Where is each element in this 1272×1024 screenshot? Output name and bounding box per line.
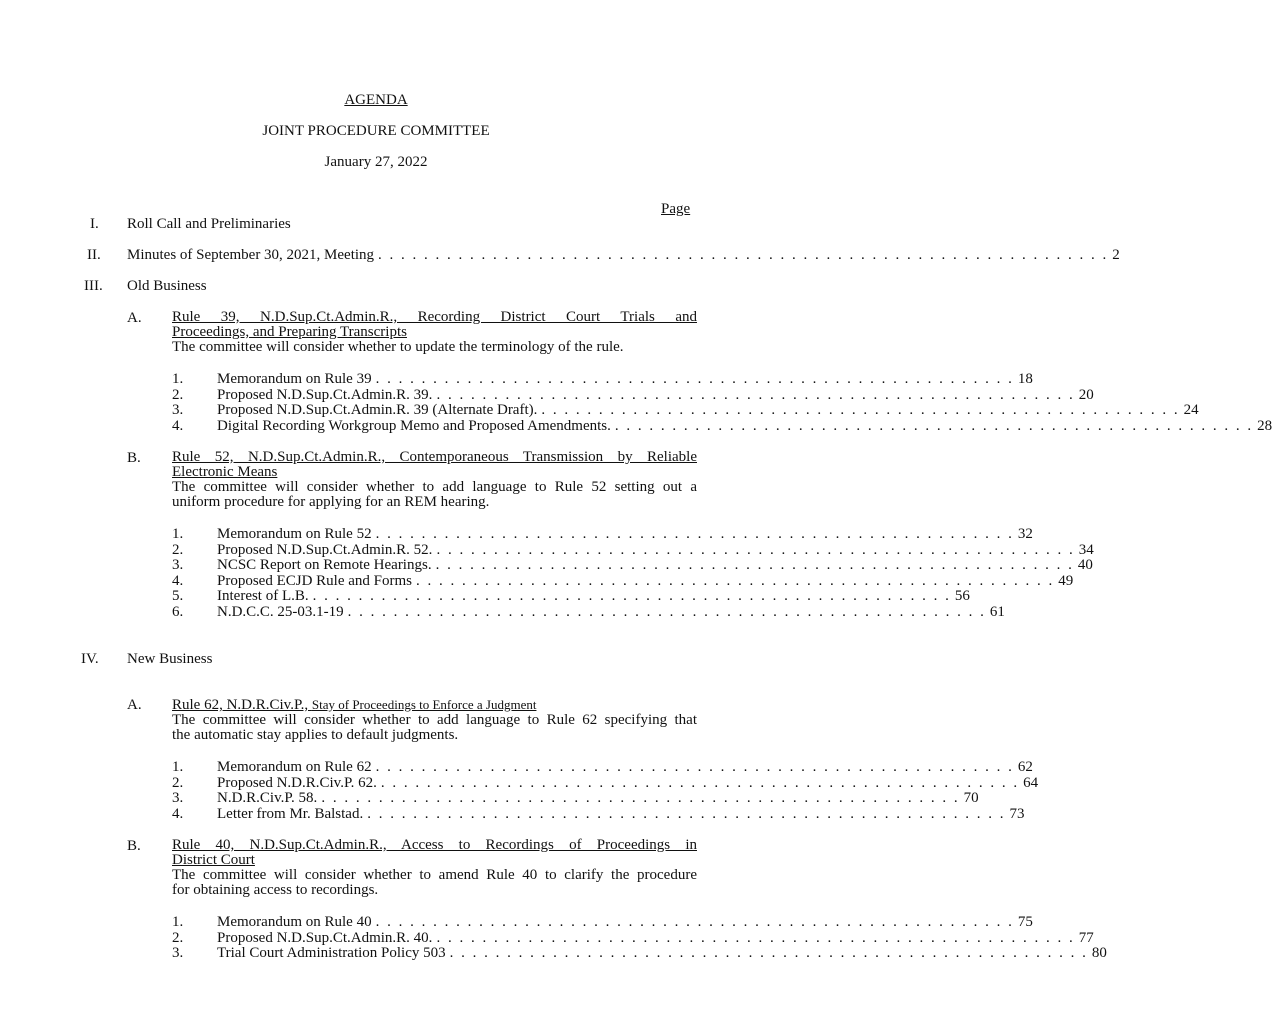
- list-item-label: NCSC Report on Remote Hearings.: [217, 557, 432, 573]
- list-item-number: 3.: [172, 557, 184, 573]
- section-iv-numeral: IV.: [81, 651, 99, 667]
- list-item-page: 40: [1077, 557, 1093, 573]
- item-iii-b-heading-line1: Rule 52, N.D.Sup.Ct.Admin.R., Contemporaneous Transmission by Reliable: [172, 449, 697, 465]
- committee-name: JOINT PROCEDURE COMMITTEE: [262, 123, 490, 139]
- list-item-label: Proposed N.D.Sup.Ct.Admin.R. 39 (Alternate Draft).: [217, 402, 538, 418]
- leader-dots: . . . . . . . . . . . . . . . . . . . . . . . . . . . . . . . . . . . . . . . . . . . . . . . . . . . . . . . .: [436, 541, 1075, 558]
- leader-dots: . . . . . . . . . . . . . . . . . . . . . . . . . . . . . . . . . . . . . . . . . . . . . . . . . . . . . . . .: [367, 805, 1006, 822]
- item-iv-a-heading-subject: Stay of Proceedings to Enforce a Judgment: [311, 697, 537, 712]
- list-item-number: 3.: [172, 790, 184, 806]
- list-item: [217, 914, 1033, 930]
- list-item-page: 62: [1017, 759, 1033, 775]
- list-item: [217, 588, 970, 604]
- list-item-number: 4.: [172, 805, 184, 822]
- leader-dots: . . . . . . . . . . . . . . . . . . . . . . . . . . . . . . . . . . . . . . . . . . . . . . . . . . . . . . . .: [321, 790, 960, 806]
- list-item: [217, 790, 979, 806]
- list-item-number: 6.: [172, 603, 184, 620]
- list-item: [217, 945, 1107, 961]
- list-item-label: Digital Recording Workgroup Memo and Proposed Amendments.: [217, 417, 611, 434]
- section-iv-title: New Business: [127, 651, 213, 667]
- list-item-label: Memorandum on Rule 40: [217, 914, 372, 930]
- item-iv-a-heading-rule: Rule 62, N.D.R.Civ.P.,: [172, 697, 312, 713]
- leader-dots: . . . . . . . . . . . . . . . . . . . . . . . . . . . . . . . . . . . . . . . . . . . . . . . . . . . . . . . .: [312, 588, 951, 604]
- list-item-label: Interest of L.B.: [217, 588, 309, 604]
- list-item: [217, 805, 1025, 822]
- meeting-date: January 27, 2022: [324, 154, 428, 170]
- list-item-page: 18: [1017, 371, 1033, 387]
- item-iii-a-heading-line1: Rule 39, N.D.Sup.Ct.Admin.R., Recording District Court Trials and: [172, 309, 697, 325]
- list-item: [217, 541, 1094, 558]
- list-item: [217, 759, 1033, 775]
- item-iv-a-description-line1: The committee will consider whether to add language to Rule 62 specifying that: [172, 712, 697, 728]
- list-item-page: 34: [1078, 541, 1094, 558]
- leader-dots: . . . . . . . . . . . . . . . . . . . . . . . . . . . . . . . . . . . . . . . . . . . . . . . . . . . . . . . .: [375, 914, 1014, 930]
- list-item-number: 2.: [172, 774, 184, 791]
- list-item-number: 2.: [172, 929, 184, 946]
- list-item-number: 3.: [172, 402, 184, 418]
- item-iii-a-heading-line2: Proceedings, and Preparing Transcripts: [172, 324, 407, 340]
- list-item-page: 61: [989, 603, 1005, 620]
- leader-dots: . . . . . . . . . . . . . . . . . . . . . . . . . . . . . . . . . . . . . . . . . . . . . . . . . . . . . . . .: [347, 603, 986, 620]
- item-iii-a-description: The committee will consider whether to update the terminology of the rule.: [172, 339, 624, 355]
- item-iv-a-heading: [172, 697, 536, 713]
- item-iv-a-letter: A.: [127, 697, 142, 713]
- list-item-page: 75: [1017, 914, 1033, 930]
- item-iv-b-description-line2: for obtaining access to recordings.: [172, 882, 379, 898]
- list-item: [217, 929, 1094, 946]
- list-item-label: Proposed N.D.Sup.Ct.Admin.R. 39.: [217, 386, 433, 403]
- list-item-label: Trial Court Administration Policy 503: [217, 945, 446, 961]
- section-ii-numeral: II.: [87, 247, 101, 263]
- list-item: [217, 371, 1033, 387]
- section-ii-page: 2: [1112, 247, 1120, 263]
- leader-dots: . . . . . . . . . . . . . . . . . . . . . . . . . . . . . . . . . . . . . . . . . . . . . . . . . . . . . . . .: [380, 774, 1020, 791]
- item-iii-a-letter: A.: [127, 310, 142, 326]
- leader-dots: . . . . . . . . . . . . . . . . . . . . . . . . . . . . . . . . . . . . . . . . . . . . . . . . . . . . . . . .: [436, 929, 1075, 946]
- list-item-page: 49: [1058, 572, 1074, 589]
- list-item-number: 1.: [172, 371, 184, 387]
- leader-dots: . . . . . . . . . . . . . . . . . . . . . . . . . . . . . . . . . . . . . . . . . . . . . . . . . . . . . . . .: [614, 417, 1254, 434]
- list-item-number: 1.: [172, 759, 184, 775]
- item-iv-a-description-line2: the automatic stay applies to default judgments.: [172, 727, 459, 743]
- list-item-page: 77: [1078, 929, 1094, 946]
- list-item-label: Memorandum on Rule 62: [217, 759, 372, 775]
- list-item-label: N.D.R.Civ.P. 58.: [217, 790, 318, 806]
- leader-dots: . . . . . . . . . . . . . . . . . . . . . . . . . . . . . . . . . . . . . . . . . . . . . . . . . . . . . . . .: [435, 557, 1074, 573]
- list-item-label: Letter from Mr. Balstad.: [217, 805, 364, 822]
- list-item-page: 20: [1078, 386, 1094, 403]
- item-iii-b-description-line2: uniform procedure for applying for an REM hearing.: [172, 494, 490, 510]
- agenda-title: AGENDA: [344, 92, 408, 108]
- item-iv-b-description-line1: The committee will consider whether to amend Rule 40 to clarify the procedure: [172, 867, 697, 883]
- list-item-page: 56: [954, 588, 970, 604]
- item-iii-b-description-line1: The committee will consider whether to add language to Rule 52 setting out a: [172, 479, 697, 495]
- list-item-page: 73: [1009, 805, 1025, 822]
- list-item: [217, 557, 1093, 573]
- section-i-numeral: I.: [90, 216, 99, 232]
- list-item-label: Proposed N.D.Sup.Ct.Admin.R. 40.: [217, 929, 433, 946]
- leader-dots: . . . . . . . . . . . . . . . . . . . . . . . . . . . . . . . . . . . . . . . . . . . . . . . . . . . . . . . .: [449, 945, 1088, 961]
- list-item-page: 80: [1091, 945, 1107, 961]
- leader-dots: . . . . . . . . . . . . . . . . . . . . . . . . . . . . . . . . . . . . . . . . . . . . . . . . . . . . . . . .: [375, 526, 1014, 542]
- list-item-page: 24: [1183, 402, 1199, 418]
- list-item-number: 4.: [172, 417, 184, 434]
- page-column-label: Page: [661, 201, 691, 217]
- item-iv-b-letter: B.: [127, 838, 141, 854]
- list-item-label: Memorandum on Rule 39: [217, 371, 372, 387]
- leader-dots: . . . . . . . . . . . . . . . . . . . . . . . . . . . . . . . . . . . . . . . . . . . . . . . . . . . . . . . .: [436, 386, 1075, 403]
- list-item-page: 70: [963, 790, 979, 806]
- list-item: [217, 402, 1199, 418]
- section-ii-title: Minutes of September 30, 2021, Meeting: [127, 247, 375, 263]
- list-item-label: Memorandum on Rule 52: [217, 526, 372, 542]
- list-item-number: 1.: [172, 914, 184, 930]
- section-iii-title: Old Business: [127, 278, 207, 294]
- list-item-number: 5.: [172, 588, 184, 604]
- section-iii-numeral: III.: [84, 278, 103, 294]
- list-item: [217, 526, 1033, 542]
- list-item-number: 2.: [172, 541, 184, 558]
- list-item: [217, 774, 1039, 791]
- section-i-title: Roll Call and Preliminaries: [127, 216, 291, 232]
- list-item-page: 32: [1017, 526, 1033, 542]
- item-iv-b-heading-line1: Rule 40, N.D.Sup.Ct.Admin.R., Access to Recordings of Proceedings in: [172, 837, 697, 853]
- list-item-number: 3.: [172, 945, 184, 961]
- list-item-label: Proposed N.D.R.Civ.P. 62.: [217, 774, 377, 791]
- leader-dots: . . . . . . . . . . . . . . . . . . . . . . . . . . . . . . . . . . . . . . . . . . . . . . . . . . . . . . . .: [375, 371, 1014, 387]
- list-item-number: 2.: [172, 386, 184, 403]
- list-item-number: 4.: [172, 572, 184, 589]
- list-item-page: 28: [1257, 417, 1272, 434]
- list-item-page: 64: [1023, 774, 1039, 791]
- section-ii-entry: [127, 247, 1120, 263]
- item-iii-b-letter: B.: [127, 450, 141, 466]
- item-iii-b-heading-line2: Electronic Means: [172, 464, 278, 480]
- leader-dots: . . . . . . . . . . . . . . . . . . . . . . . . . . . . . . . . . . . . . . . . . . . . . . . . . . . . . . . .: [375, 759, 1014, 775]
- leader-dots: . . . . . . . . . . . . . . . . . . . . . . . . . . . . . . . . . . . . . . . . . . . . . . . . . . . . . . . .: [541, 402, 1180, 418]
- leader-dots: . . . . . . . . . . . . . . . . . . . . . . . . . . . . . . . . . . . . . . . . . . . . . . . . . . . . . . . .: [416, 572, 1055, 589]
- list-item: [217, 386, 1094, 403]
- leader-dots: . . . . . . . . . . . . . . . . . . . . . . . . . . . . . . . . . . . . . . . . . . . . . . . . . . . . . . . . . . . . . . . .: [378, 247, 1109, 263]
- item-iv-b-heading-line2: District Court: [172, 852, 255, 868]
- list-item-label: Proposed N.D.Sup.Ct.Admin.R. 52.: [217, 541, 433, 558]
- list-item-label: Proposed ECJD Rule and Forms: [217, 572, 412, 589]
- list-item: [217, 603, 1005, 620]
- list-item: [217, 572, 1074, 589]
- list-item-number: 1.: [172, 526, 184, 542]
- list-item: [217, 417, 1272, 434]
- list-item-label: N.D.C.C. 25-03.1-19: [217, 603, 344, 620]
